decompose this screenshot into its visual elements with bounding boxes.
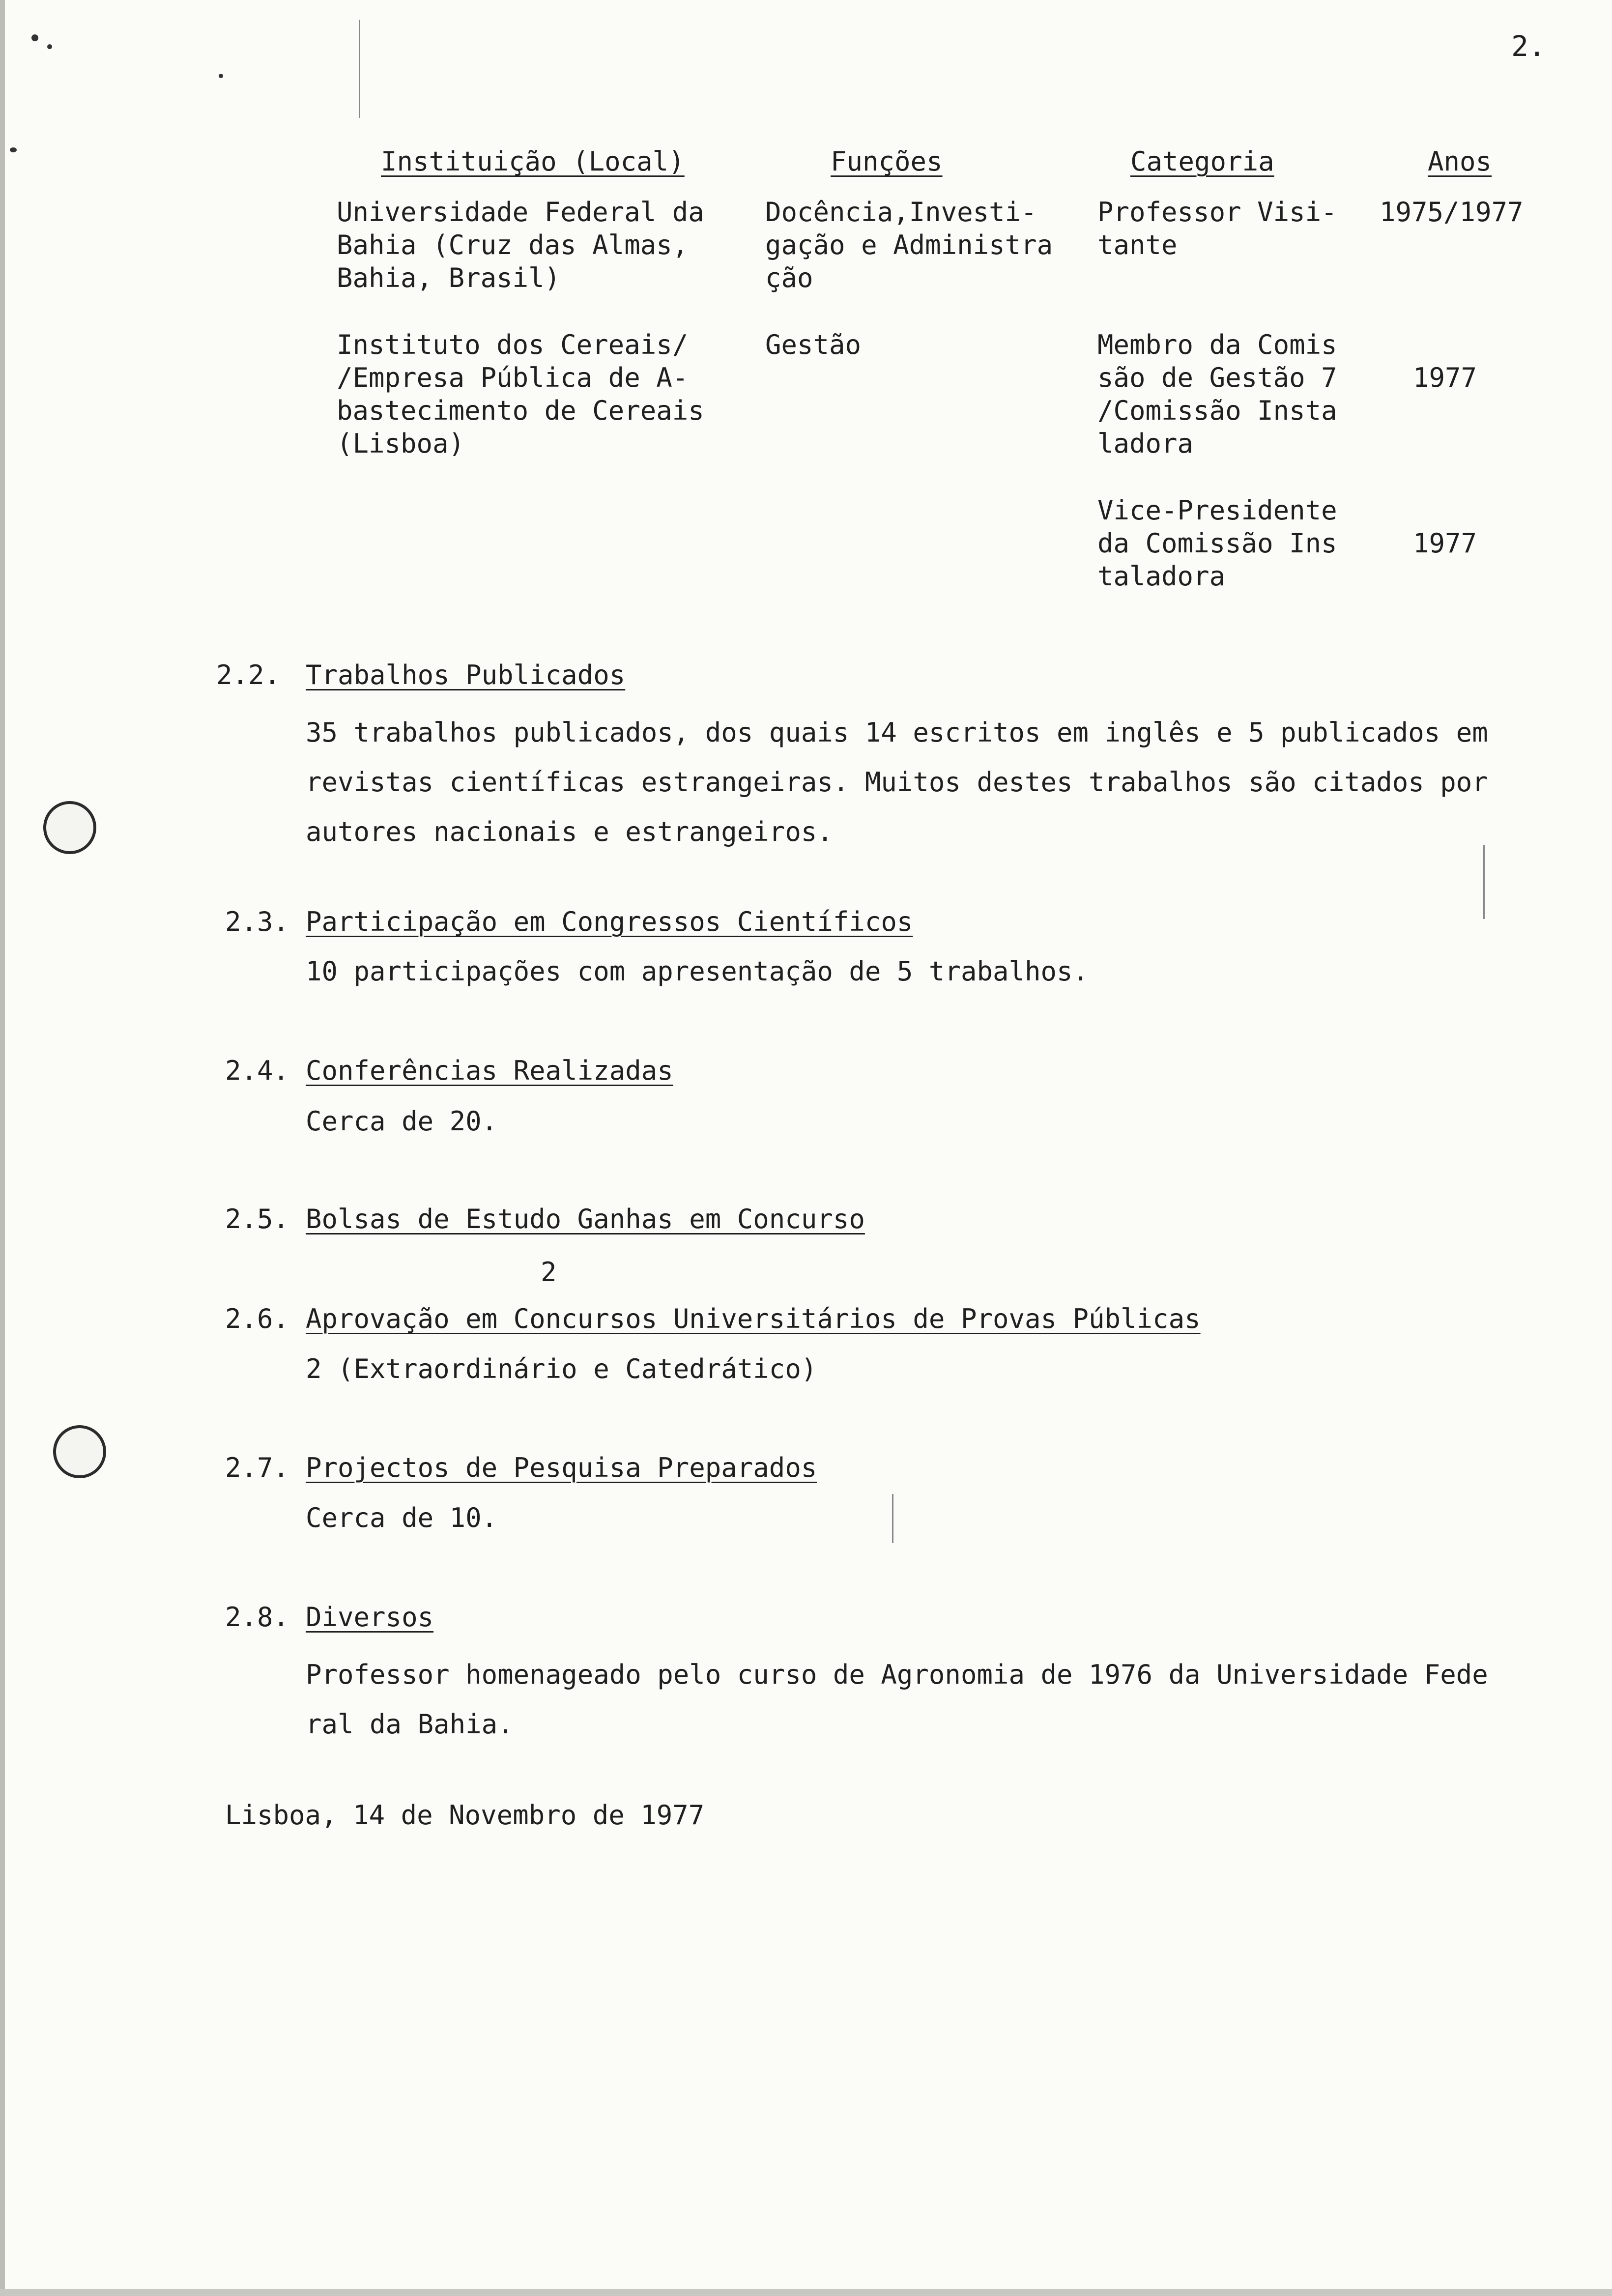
punch-hole-icon	[53, 1425, 106, 1478]
punch-hole-icon	[43, 801, 96, 854]
row-2-institution: Instituto dos Cereais/ /Empresa Pública de A- bastecimento de Cereais (Lisboa)	[337, 329, 704, 459]
section-2-8-body: Professor homenageado pelo curso de Agronomia de 1976 da Universidade Fede ral da Bahia.	[306, 1659, 1488, 1740]
row-3-category: Vice-Presidente da Comissão Ins taladora	[1097, 495, 1337, 592]
section-2-2-number: 2.2.	[216, 660, 281, 690]
section-2-4-number: 2.4.	[225, 1055, 289, 1086]
section-2-4-title: Conferências Realizadas	[306, 1055, 673, 1086]
section-2-5-title: Bolsas de Estudo Ganhas em Concurso	[306, 1204, 865, 1234]
section-2-7-title: Projectos de Pesquisa Preparados	[306, 1452, 817, 1483]
section-2-8-number: 2.8.	[225, 1602, 289, 1633]
ink-speck	[31, 34, 38, 41]
scan-mark	[892, 1494, 893, 1543]
scan-left-edge	[0, 0, 5, 2296]
ink-speck	[10, 147, 17, 152]
header-years: Anos	[1428, 146, 1492, 177]
header-functions: Funções	[831, 146, 943, 177]
section-2-3-number: 2.3.	[225, 906, 289, 937]
header-institution: Instituição (Local)	[381, 146, 685, 177]
row-1-years: 1975/1977	[1380, 197, 1524, 228]
scan-mark	[359, 20, 360, 118]
row-3-years: 1977	[1413, 528, 1477, 559]
section-2-6-title: Aprovação em Concursos Universitários de Provas Públicas	[306, 1303, 1201, 1334]
scan-bottom-edge	[0, 2289, 1612, 2296]
section-2-6-body: 2 (Extraordinário e Catedrático)	[306, 1353, 817, 1384]
section-2-3-title: Participação em Congressos Científicos	[306, 906, 913, 937]
section-2-6-number: 2.6.	[225, 1303, 289, 1334]
section-2-5-body: 2	[541, 1257, 557, 1288]
closing-place-date: Lisboa, 14 de Novembro de 1977	[225, 1800, 705, 1831]
row-2-category: Membro da Comis são de Gestão 7 /Comissão Insta ladora	[1097, 329, 1337, 459]
row-1-functions: Docência,Investi- gação e Administra ção	[765, 197, 1053, 293]
header-category: Categoria	[1130, 146, 1274, 177]
section-2-3-body: 10 participações com apresentação de 5 trabalhos.	[306, 956, 1089, 987]
row-2-years: 1977	[1413, 362, 1477, 393]
section-2-5-number: 2.5.	[225, 1204, 289, 1234]
page-number: 2.	[1511, 29, 1546, 63]
ink-speck	[219, 74, 223, 78]
row-1-category: Professor Visi- tante	[1097, 197, 1337, 260]
row-1-institution: Universidade Federal da Bahia (Cruz das Almas, Bahia, Brasil)	[337, 197, 704, 293]
section-2-2-title: Trabalhos Publicados	[306, 660, 626, 690]
section-2-2-body: 35 trabalhos publicados, dos quais 14 escritos em inglês e 5 publicados em revistas científicas estrangeiras. Muitos destes trabalhos são citados por autores nacionais e estrangeiros.	[306, 717, 1488, 847]
section-2-7-number: 2.7.	[225, 1452, 289, 1483]
ink-speck	[47, 44, 52, 49]
section-2-7-body: Cerca de 10.	[306, 1502, 498, 1533]
row-2-functions: Gestão	[765, 329, 862, 360]
section-2-8-title: Diversos	[306, 1602, 434, 1633]
section-2-4-body: Cerca de 20.	[306, 1106, 498, 1137]
